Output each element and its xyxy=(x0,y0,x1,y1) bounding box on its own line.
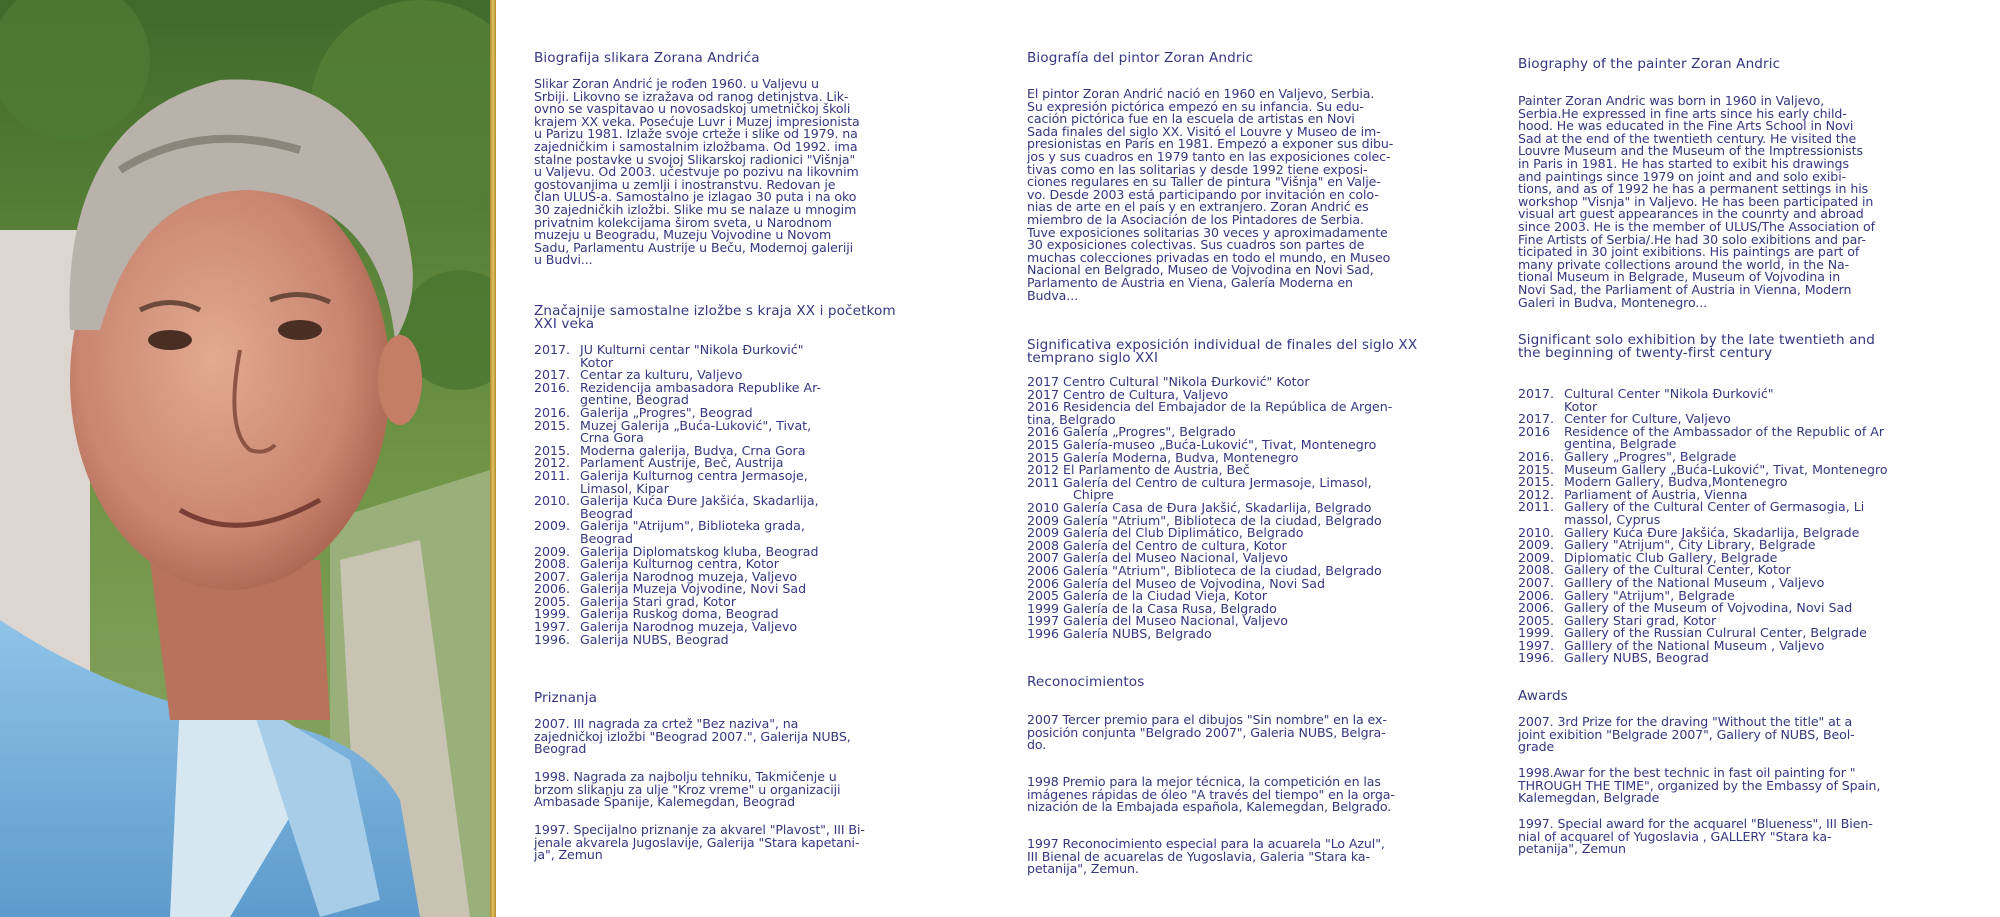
spanish-awards-heading: Reconocimientos xyxy=(1027,674,1145,690)
list-item: 2011. Gallery of the Cultural Center of Germasogia, Li massol, Cyprus xyxy=(1518,499,1865,527)
list-item: 2009 Galería "Atrium", Biblioteca de la ciudad, Belgrado xyxy=(1027,512,1382,528)
list-item: 1996. Galerija NUBS, Beograd xyxy=(534,631,729,647)
list-item: 2010. Galerija Kuća Đure Jakšića, Skadarlija, Beograd xyxy=(534,493,819,521)
exhibitions-heading-line: Značajnije samostalne izložbe s kraja XX i početkom xyxy=(534,303,896,319)
list-item: 2016 Residencia del Embajador de la República de Argen- xyxy=(1027,399,1393,415)
list-item: 2016 Residence of the Ambassador of the Republic of Ar gentina, Belgrade xyxy=(1518,423,1885,452)
list-item: 2017. Center for Culture, Valjevo xyxy=(1518,411,1731,427)
spanish-award-item xyxy=(1027,776,1395,814)
english-award-item xyxy=(1518,767,1880,805)
list-item: 2017. Centar za kulturu, Valjevo xyxy=(534,367,743,383)
award-line: imágenes rápidas de óleo "A través del tiempo" en la orga- xyxy=(1027,786,1395,802)
award-line: 1997. Special award for the acquarel "Blueness", III Bien- xyxy=(1518,816,1873,831)
award-line: 2007. 3rd Prize for the draving "Without the title" at a xyxy=(1518,714,1853,729)
bio-line: Parlamento de Austria en Viena, Galería Moderna en xyxy=(1027,274,1353,290)
bio-line: ovno se vaspitavao u novosadskoj umetničkoj školi xyxy=(534,101,851,117)
award-line: 1997. Specijalno priznanje za akvarel "Plavost", III Bi- xyxy=(534,822,865,837)
english-exhibitions-heading xyxy=(1518,334,1875,359)
list-item: 1997. Galllery of the National Museum , Valjevo xyxy=(1518,637,1825,653)
serbian-bio xyxy=(534,78,860,267)
spanish-award-item xyxy=(1027,838,1385,876)
english-awards-heading: Awards xyxy=(1518,688,1568,704)
bio-line: muchas colecciones privadas en todo el mundo, en Museo xyxy=(1027,249,1391,265)
list-item: 2007. Galerija Narodnog muzeja, Valjevo xyxy=(534,568,798,584)
award-line: 1998 Premio para la mejor técnica, la competición en las xyxy=(1027,774,1381,789)
bio-line: ticipated in 30 joint exibitions. His paintings are part of xyxy=(1518,244,1860,260)
bio-line: Sad at the end of the twentieth century. He visited the xyxy=(1518,130,1857,146)
list-item: 1999 Galería de la Casa Rusa, Belgrado xyxy=(1027,600,1277,616)
list-item: 2009. Galerija "Atrijum", Biblioteka grada, Beograd xyxy=(534,518,805,546)
bio-line: Serbia.He expressed in fine arts since his early child- xyxy=(1518,105,1847,121)
bio-line: nias de arte en el país y en extranjero. Zoran Andrić es xyxy=(1027,199,1369,215)
bio-line: cación pictórica fue en la escuela de artistas en Novi xyxy=(1027,111,1355,127)
bio-line: krajem XX veka. Posećuje Luvr i Muzej impresionista xyxy=(534,113,860,129)
list-item: 2006. Gallery of the Museum of Vojvodina, Novi Sad xyxy=(1518,600,1853,616)
list-item: 2009. Galerija Diplomatskog kluba, Beograd xyxy=(534,543,819,559)
list-item: 1997. Galerija Narodnog muzeja, Valjevo xyxy=(534,619,798,635)
bio-line: since 2003. He is the member of ULUS/The Association of xyxy=(1518,218,1875,234)
spanish-title: Biografía del pintor Zoran Andric xyxy=(1027,50,1254,66)
bio-line: stalne postavke u svojoj Slikarskoj radionici "Višnja" xyxy=(534,151,856,167)
award-line: jenale akvarela Jugoslavije, Galerija "Stara kapetani- xyxy=(534,834,860,850)
award-line: Beograd xyxy=(534,741,587,757)
list-item: 2015 Galería-museo „Buća-Luković", Tivat, Montenegro xyxy=(1027,436,1377,452)
list-item: 1999. Gallery of the Russian Culrural Center, Belgrade xyxy=(1518,625,1867,641)
award-line: zajedničkoj izložbi "Beograd 2007.", Galerija NUBS, xyxy=(534,728,851,744)
spanish-award-item xyxy=(1027,714,1387,752)
serbian-award-item xyxy=(534,771,840,809)
award-line: nial of acquarel of Yugoslavia , GALLERY "Stara ka- xyxy=(1518,828,1832,844)
bio-line: tions, and as of 1992 he has a permanent settings in his xyxy=(1518,181,1869,197)
list-item: 2006. Galerija Muzeja Vojvodine, Novi Sad xyxy=(534,581,807,597)
bio-line: u Parizu 1981. Izlaže svoje crteže i slike od 1979. na xyxy=(534,126,858,142)
list-item: 2016. Galerija „Progres", Beograd xyxy=(534,404,753,420)
list-item: 2015. Modern Gallery, Budva,Montenegro xyxy=(1518,474,1788,490)
award-line: petanija", Zemun xyxy=(1518,841,1626,857)
award-line: ja", Zemun xyxy=(534,847,603,863)
bio-line: Painter Zoran Andric was born in 1960 in Valjevo, xyxy=(1518,93,1825,108)
bio-line: presionistas en París en 1981. Empezó a exponer sus dibu- xyxy=(1027,136,1394,152)
award-line: grade xyxy=(1518,739,1555,755)
list-item: 2011. Galerija Kulturnog centra Jermasoje, Limasol, Kipar xyxy=(534,467,808,496)
list-item: 2009. Diplomatic Club Gallery, Belgrade xyxy=(1518,549,1778,565)
exhibitions-heading-line: Significant solo exhibition by the late twentieth and xyxy=(1518,332,1875,348)
award-line: 1998.Awar for the best technic in fast oil painting for " xyxy=(1518,765,1856,780)
list-item: 2015. Muzej Galerija „Buća-Luković", Tivat, Crna Gora xyxy=(534,417,812,446)
bio-line: Slikar Zoran Andrić je rođen 1960. u Valjevu u xyxy=(534,76,819,91)
award-line: THROUGH THE TIME", organized by the Embassy of Spain, xyxy=(1518,777,1881,793)
bio-line: privatnim kolekcijama širom sveta, u Narodnom xyxy=(534,214,832,230)
award-line: 1997 Reconocimiento especial para la acuarela "Lo Azul", xyxy=(1027,836,1385,851)
serbian-award-item xyxy=(534,718,851,756)
spanish-exhibitions-list xyxy=(1027,376,1392,640)
list-item: 2010 Galería Casa de Đura Jakšić, Skadarlija, Belgrado xyxy=(1027,499,1372,515)
english-title: Biography of the painter Zoran Andric xyxy=(1518,56,1781,72)
bio-line: Sadu, Parlamentu Austrije u Beču, Modernoj galeriji xyxy=(534,239,854,255)
list-item: 2017. Cultural Center "Nikola Đurković" Kotor xyxy=(1518,386,1774,414)
bio-line: Su expresión pictórica empezó en su infancia. Su edu- xyxy=(1027,98,1364,114)
exhibitions-heading-line: XXI veka xyxy=(534,315,595,332)
bio-line: Fine Artists of Serbia/.He had 30 solo exibitions and par- xyxy=(1518,231,1866,247)
serbian-title: Biografija slikara Zorana Andrića xyxy=(534,50,760,66)
bio-line: jos y sus cuadros en 1979 tanto en las exposiciones colec- xyxy=(1027,148,1391,164)
list-item: 2016. Rezidencija ambasadora Republike Ar- gentine, Beograd xyxy=(534,379,822,408)
award-line: 2007. III nagrada za crtež "Bez naziva", na xyxy=(534,716,799,731)
list-item: 2017 Centro de Cultura, Valjevo xyxy=(1027,386,1229,402)
list-item: 2005 Galería de la Ciudad Vieja, Kotor xyxy=(1027,588,1268,604)
bio-line: Budva... xyxy=(1027,287,1078,303)
bio-line: Galeri in Budva, Montenegro... xyxy=(1518,294,1708,310)
list-item: 1996. Gallery NUBS, Beograd xyxy=(1518,650,1709,666)
list-item: 1997 Galería del Museo Nacional, Valjevo xyxy=(1027,613,1289,629)
award-line: Ambasade Španije, Kalemegdan, Beograd xyxy=(534,794,796,810)
bio-line: hood. He was educated in the Fine Arts School in Novi xyxy=(1518,118,1854,134)
bio-line: tivas como en las solitarias y desde 1992 tiene exposi- xyxy=(1027,161,1368,177)
serbian-award-item xyxy=(534,824,865,862)
exhibitions-heading-line: the beginning of twenty-first century xyxy=(1518,344,1773,361)
bio-line: Sada finales del siglo XX. Visitó el Louvre y Museo de im- xyxy=(1027,123,1381,139)
exhibitions-heading-line: Significativa exposición individual de finales del siglo XX xyxy=(1027,337,1418,353)
serbian-exhibitions-list xyxy=(534,344,821,646)
award-line: joint exibition "Belgrade 2007", Gallery of NUBS, Beol- xyxy=(1518,726,1855,742)
english-bio xyxy=(1518,95,1875,309)
exhibitions-heading-line: temprano siglo XXI xyxy=(1027,349,1159,366)
award-line: petanija", Zemun. xyxy=(1027,861,1139,877)
award-line: Kalemegdan, Belgrade xyxy=(1518,790,1660,806)
list-item: 2012. Parliament of Austria, Vienna xyxy=(1518,486,1748,502)
bio-line: u Valjevu. Od 2003. učestvuje po pozivu na likovnim xyxy=(534,164,859,180)
bio-line: and paintings since 1979 on joint and and solo exibi- xyxy=(1518,168,1847,184)
english-exhibitions-list xyxy=(1518,388,1888,665)
list-item: 2009. Gallery "Atrijum", City Library, Belgrade xyxy=(1518,537,1816,553)
award-line: brzom slikanju za ulje "Kroz vreme" u organizaciji xyxy=(534,781,841,797)
bio-line: many private collections around the world, in the Na- xyxy=(1518,256,1850,272)
list-item: 2011 Galería del Centro de cultura Jermasoje, Limasol, xyxy=(1027,474,1372,490)
list-item: 2015 Galería Moderna, Budva, Montenegro xyxy=(1027,449,1299,465)
list-item: 2008. Galerija Kulturnog centra, Kotor xyxy=(534,556,779,572)
list-item: 2010. Gallery Kuća Đure Jakšića, Skadarlija, Belgrade xyxy=(1518,524,1860,540)
list-item: 2016. Gallery „Progres", Belgrade xyxy=(1518,448,1737,464)
award-line: III Bienal de acuarelas de Yugoslavia, Galeria "Stara ka- xyxy=(1027,848,1370,864)
list-item: tina, Belgrado xyxy=(1027,411,1116,427)
portrait-illustration xyxy=(0,0,490,917)
bio-line: miembro de la Asociación de los Pintadores de Serbia. xyxy=(1027,211,1364,227)
list-item: 2012 El Parlamento de Austria, Beč xyxy=(1027,462,1250,478)
serbian-awards-heading: Priznanja xyxy=(534,690,598,706)
bio-line: Srbiji. Likovno se izražava od ranog detinjstva. Lik- xyxy=(534,88,849,104)
artist-portrait-photo xyxy=(0,0,490,917)
list-item: 2015. Museum Gallery „Buća-Luković", Tivat, Montenegro xyxy=(1518,461,1888,477)
serbian-exhibitions-heading xyxy=(534,305,896,330)
bio-line: El pintor Zoran Andrić nació en 1960 en Valjevo, Serbia. xyxy=(1027,86,1375,101)
bio-line: zajedničkim i samostalnim izložbama. Od 1992. ima xyxy=(534,138,858,154)
list-item: 2005. Galerija Stari grad, Kotor xyxy=(534,593,736,609)
bio-line: 30 exposiciones colectivas. Sus cuadros son partes de xyxy=(1027,237,1365,253)
gold-divider xyxy=(490,0,496,917)
bio-line: Novi Sad, the Parliament of Austria in Vienna, Modern xyxy=(1518,281,1852,297)
list-item: 2008 Galería del Centro de cultura, Kotor xyxy=(1027,537,1287,553)
english-award-item xyxy=(1518,818,1873,856)
list-item: 2007 Galería del Museo Nacional, Valjevo xyxy=(1027,550,1289,566)
bio-line: in Paris in 1981. He has started to exibit his drawings xyxy=(1518,155,1849,171)
list-item: 1996 Galería NUBS, Belgrado xyxy=(1027,625,1212,641)
list-item: Chipre xyxy=(1073,487,1114,503)
list-item: 2008. Gallery of the Cultural Center, Kotor xyxy=(1518,562,1791,578)
bio-line: vo. Desde 2003 está participando por invitación en colo- xyxy=(1027,186,1379,202)
bio-line: gostovanjima u zemlji i inostranstvu. Redovan je xyxy=(534,176,836,192)
bio-line: u Budvi... xyxy=(534,252,593,268)
award-line: 1998. Nagrada za najbolju tehniku, Takmičenje u xyxy=(534,769,837,784)
list-item: 2006 Galería del Museo de Vojvodina, Novi Sad xyxy=(1027,575,1326,591)
bio-line: član ULUS-a. Samostalno je izlagao 30 puta i na oko xyxy=(534,189,857,205)
spanish-exhibitions-heading xyxy=(1027,339,1417,364)
list-item: 2009 Galería del Club Diplimático, Belgrado xyxy=(1027,525,1304,541)
list-item: 2007. Galllery of the National Museum , Valjevo xyxy=(1518,574,1825,590)
list-item: 2012. Parlament Austrije, Beč, Austrija xyxy=(534,455,784,471)
bio-line: Tuve exposiciones solitarias 30 veces y aproximadamente xyxy=(1027,224,1388,240)
list-item: 1999. Galerija Ruskog doma, Beograd xyxy=(534,606,779,622)
bio-line: visual art guest appearances in the counrty and abroad xyxy=(1518,206,1864,222)
bio-line: 30 zajedničkih izložbi. Slike mu se nalaze u mnogim xyxy=(534,201,857,217)
award-line: 2007 Tercer premio para el dibujos "Sin nombre" en la ex- xyxy=(1027,712,1387,727)
list-item: 2017 Centro Cultural "Nikola Đurković" Kotor xyxy=(1027,374,1310,389)
bio-line: ciones regulares en su Taller de pintura "Višnja" en Valje- xyxy=(1027,174,1381,190)
bio-line: Louvre Museum and the Museum of the Imptressionists xyxy=(1518,143,1863,159)
award-line: posición conjunta "Belgrado 2007", Galeria NUBS, Belgra- xyxy=(1027,724,1386,740)
list-item: 2016 Galería „Progres", Belgrado xyxy=(1027,424,1236,440)
award-line: do. xyxy=(1027,737,1047,753)
bio-line: Nacional en Belgrado, Museo de Vojvodina en Novi Sad, xyxy=(1027,262,1374,278)
spanish-bio xyxy=(1027,88,1393,302)
list-item: 2017. JU Kulturni centar "Nikola Đurković" Kotor xyxy=(534,342,804,370)
english-award-item xyxy=(1518,716,1855,754)
bio-line: muzeju u Beogradu, Muzeju Vojvodine u Novom xyxy=(534,227,832,243)
award-line: nización de la Embajada española, Kalemegdan, Belgrado. xyxy=(1027,799,1392,815)
list-item: 2015. Moderna galerija, Budva, Crna Gora xyxy=(534,442,806,458)
list-item: 2005. Gallery Stari grad, Kotor xyxy=(1518,612,1717,628)
list-item: 2006. Gallery "Atrijum", Belgrade xyxy=(1518,587,1735,603)
list-item: 2006 Galería "Atrium", Biblioteca de la ciudad, Belgrado xyxy=(1027,562,1382,578)
bio-line: workshop "Visnja" in Valjevo. He has been participated in xyxy=(1518,193,1874,209)
bio-line: tional Museum in Belgrade, Museum of Vojvodina in xyxy=(1518,269,1841,285)
